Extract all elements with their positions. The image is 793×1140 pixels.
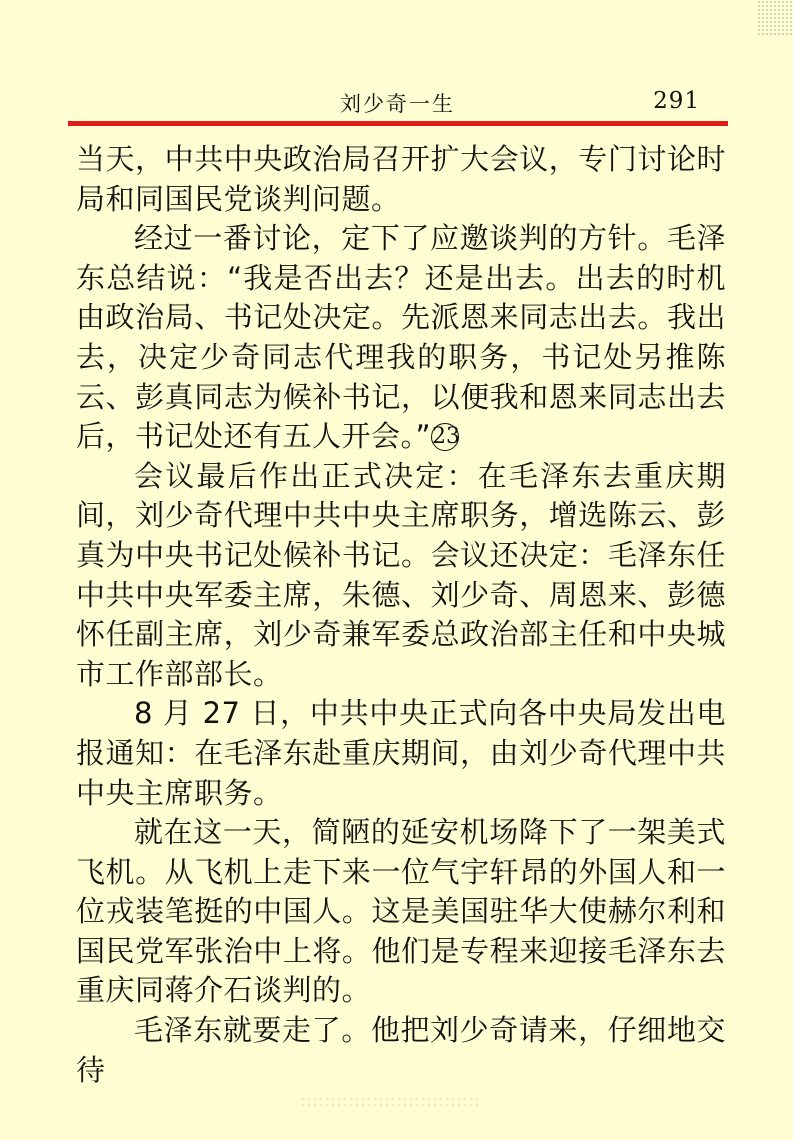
footnote-ref[interactable]: 23	[432, 424, 461, 450]
paragraph-4: 8 月 27 日，中共中央正式向各中央局发出电报通知：在毛泽东赴重庆期间，由刘少奇代理中共中央主席职务。	[76, 696, 726, 810]
header-rule	[68, 121, 728, 126]
paragraph-1: 当天，中共中央政治局召开扩大会议，专门讨论时局和同国民党谈判问题。	[76, 142, 726, 216]
paragraph-2: 经过一番讨论，定下了应邀谈判的方针。毛泽东总结说：“我是否出去？还是出去。出去的时机由政治局、书记处决定。先派恩来同志出去。我出去，决定少奇同志代理我的职务，书记处另推陈云、彭真同志为候补书记，以便我和恩来同志出去后，书记处还有五人开会。”23	[76, 221, 726, 454]
footer-smudge	[300, 1096, 480, 1108]
paragraph-5: 就在这一天，简陋的延安机场降下了一架美式飞机。从飞机上走下来一位气宇轩昂的外国人和一位戎装笔挺的中国人。这是美国驻华大使赫尔利和国民党军张治中上将。他们是专程来迎接毛泽东去重庆同蒋介石谈判的。	[76, 815, 726, 1008]
corner-dots	[757, 0, 793, 36]
running-header	[68, 80, 728, 120]
body-text	[76, 140, 726, 1090]
book-title: 刘少奇一生	[340, 92, 455, 116]
paragraph-6: 毛泽东就要走了。他把刘少奇请来，仔细地交待	[76, 1013, 726, 1087]
paragraph-3: 会议最后作出正式决定：在毛泽东去重庆期间，刘少奇代理中共中央主席职务，增选陈云、彭真为中央书记处候补书记。会议还决定：毛泽东任中共中央军委主席，朱德、刘少奇、周恩来、彭德怀任副主席，刘少奇兼军委总政治部主任和中央城市工作部部长。	[76, 458, 726, 691]
page-number: 291	[653, 88, 700, 114]
